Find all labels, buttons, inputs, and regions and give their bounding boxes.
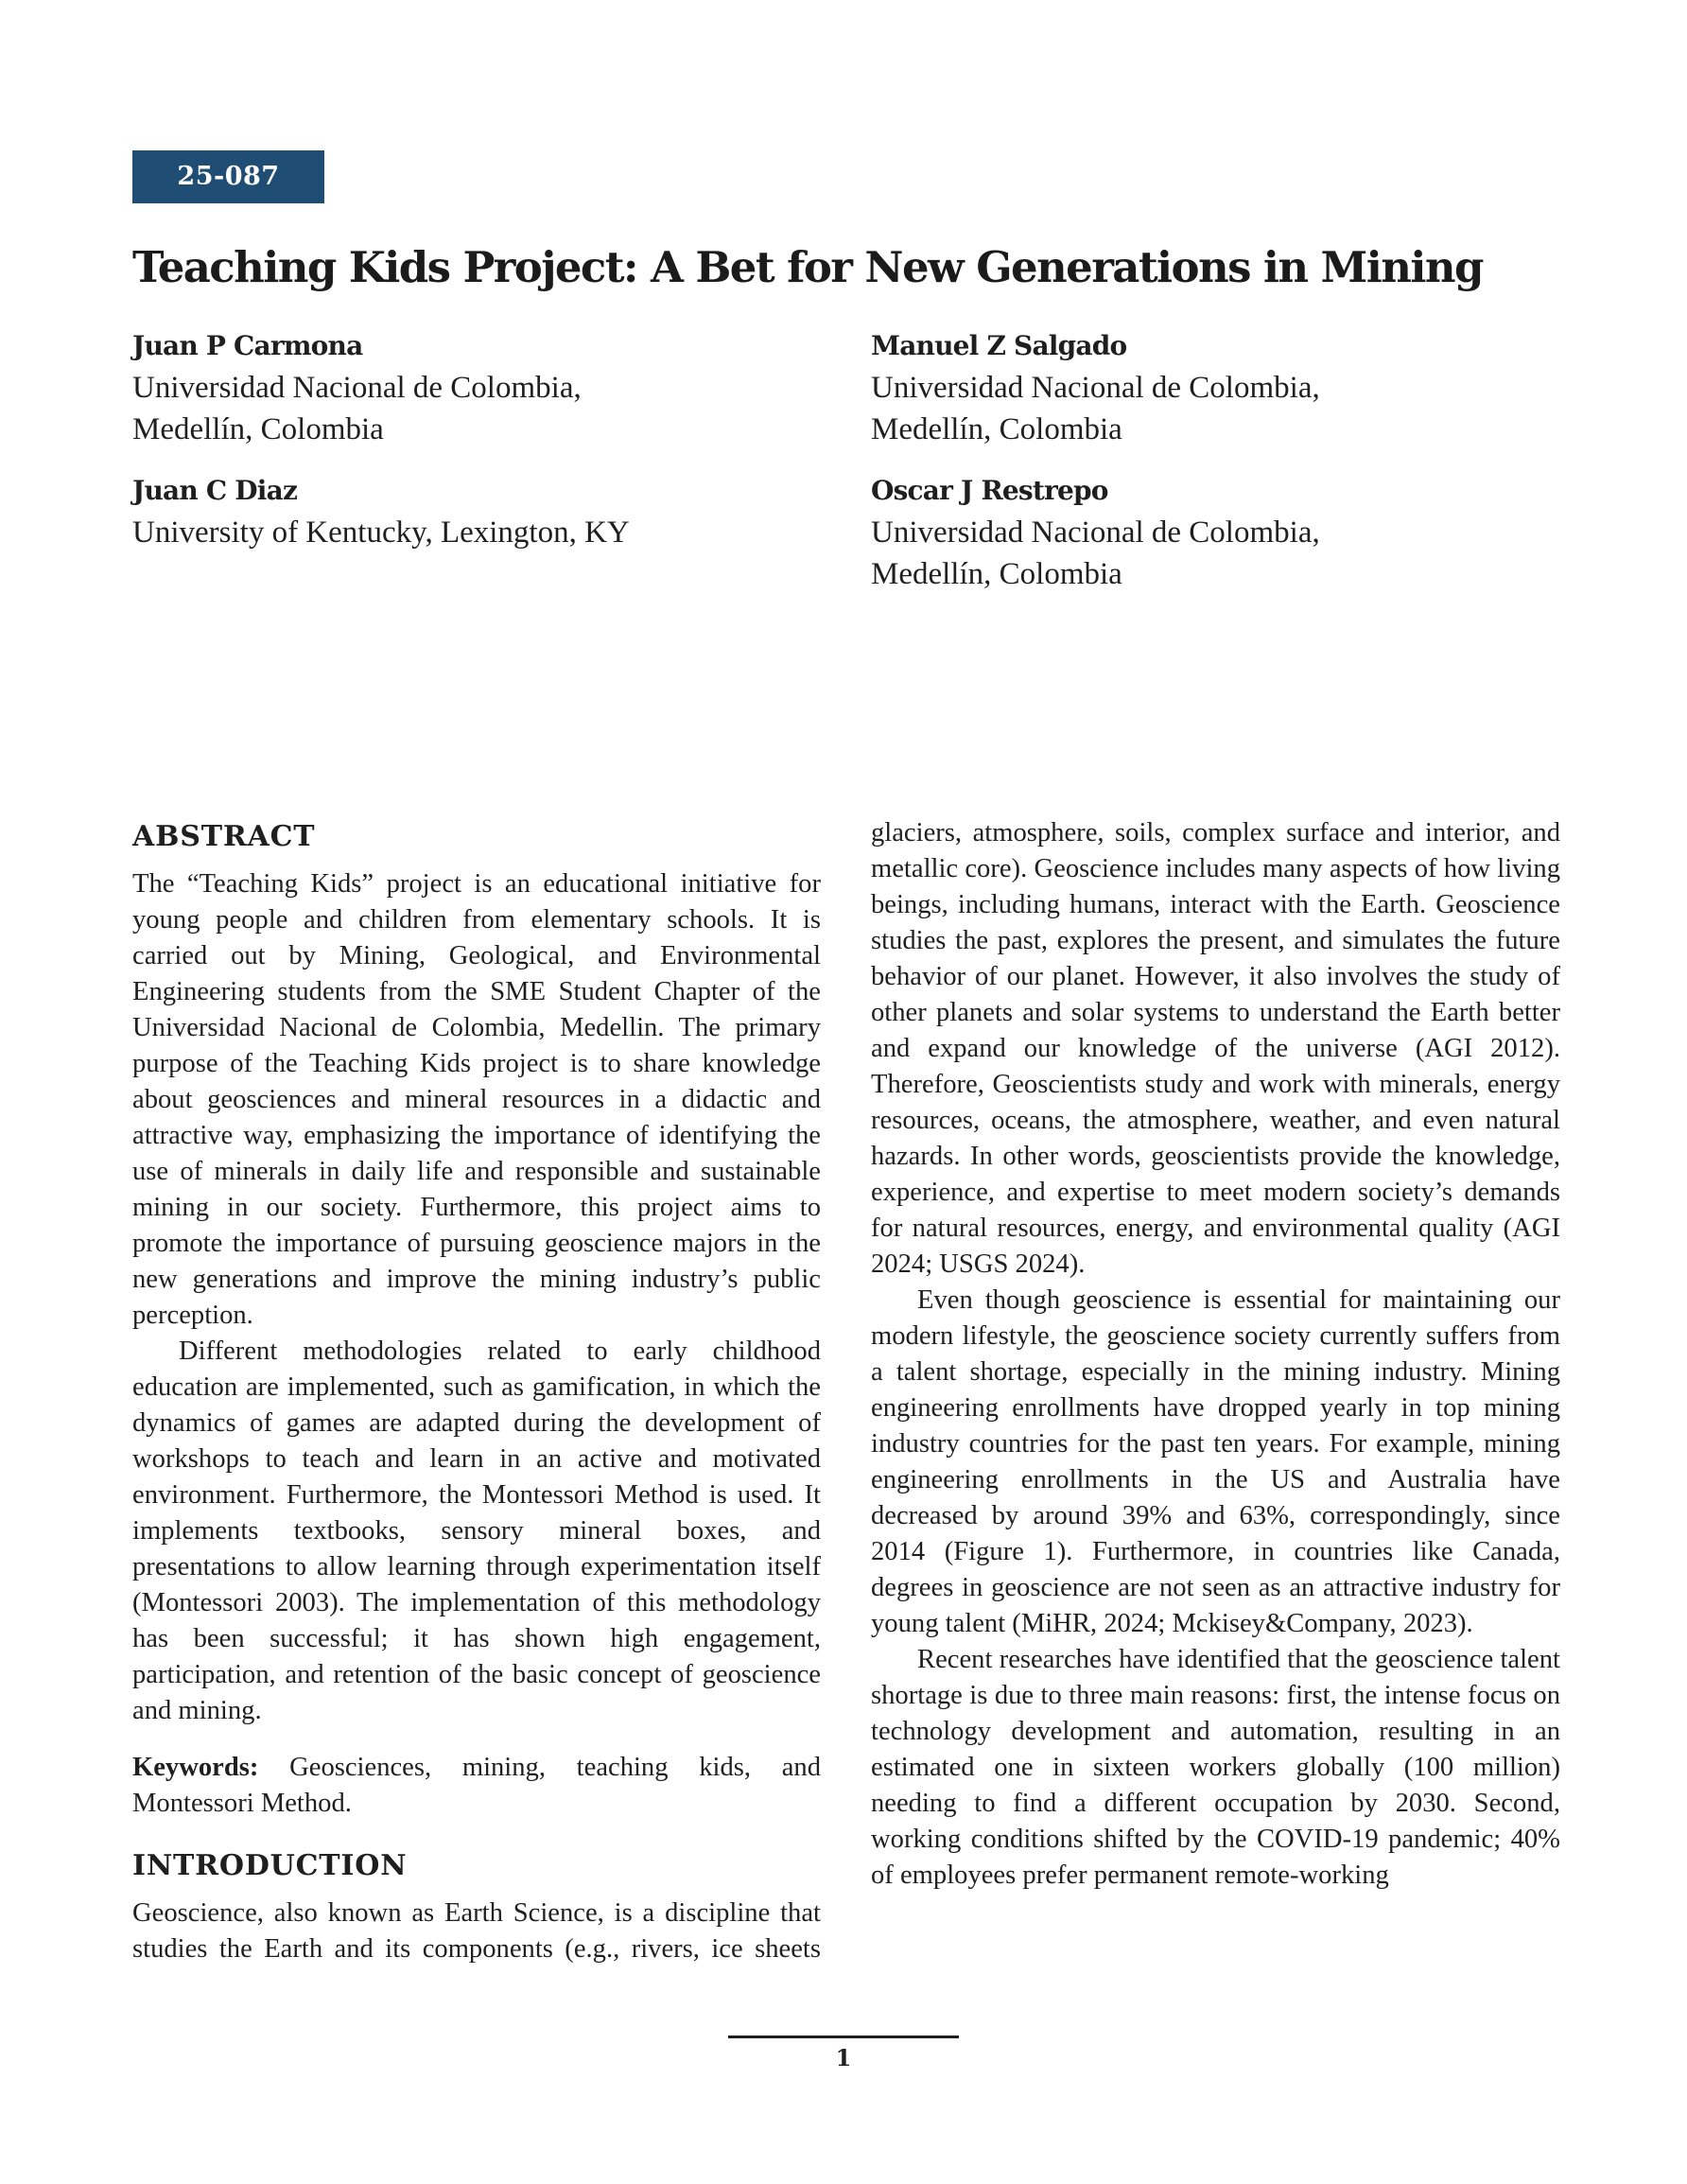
keywords	[132, 1750, 821, 1822]
author-name: Juan P Carmona	[132, 330, 363, 361]
paper-id-badge: 25-087	[132, 150, 324, 203]
author-affiliation: University of Kentucky, Lexington, KY	[132, 515, 630, 550]
introduction-heading: INTRODUCTION	[132, 1849, 408, 1882]
author-location: Medellín, Colombia	[871, 412, 1122, 446]
left-column	[132, 815, 821, 1967]
author-manuel-z-salgado	[871, 325, 1533, 450]
abstract-heading: ABSTRACT	[132, 820, 316, 853]
author-location: Medellín, Colombia	[871, 557, 1122, 591]
author-oscar-j-restrepo	[871, 470, 1533, 595]
abstract-paragraph: The “Teaching Kids” project is an educational initiative for young people and children from elementary schools. It is carried out by Mining, Geological, and Environmental Engineering students from the SME Student Chapter of the Universidad Nacional de Colombia, Medellin. The primary purpose of the Teaching Kids project is to share knowledge about geosciences and mineral resources in a didactic and attractive way, emphasizing the importance of identifying the use of minerals in daily life and responsible and sustainable mining in our society. Furthermore, this project aims to promote the importance of pursuing geoscience majors in the new generations and improve the mining industry’s public perception.	[132, 869, 821, 1330]
abstract-paragraph: Different methodologies related to early childhood education are implemented, such as gamification, in which the dynamics of games are adapted during the development of workshops to teach and learn in an active and motivated environment. Furthermore, the Montessori Method is used. It implements textbooks, sensory mineral boxes, and presentations to allow learning through experimentation itself (Montessori 2003). The implementation of this methodology has been successful; it has shown high engagement, participation, and retention of the basic concept of geoscience and mining.	[132, 1337, 821, 1725]
author-affiliation: Universidad Nacional de Colombia,	[871, 371, 1320, 405]
author-name: Oscar J Restrepo	[871, 475, 1108, 506]
introduction-paragraph-continuation: glaciers, atmosphere, soils, complex surface and interior, and metallic core). Geoscience includes many aspects of how living beings, including humans, interact with the Earth. Geoscience studies the past, explores the present, and simulates the future behavior of our planet. However, it also involves the study of other planets and solar systems to understand the Earth better and expand our knowledge of the universe (AGI 2012). Therefore, Geoscientists study and work with minerals, energy resources, oceans, the atmosphere, weather, and even natural hazards. In other words, geoscientists provide the knowledge, experience, and expertise to meet modern society’s demands for natural resources, energy, and environmental quality (AGI 2024; USGS 2024).	[871, 818, 1560, 1279]
author-location: Medellín, Colombia	[132, 412, 384, 446]
paper-title: Teaching Kids Project: A Bet for New Generations in Mining	[132, 242, 1483, 292]
author-affiliation: Universidad Nacional de Colombia,	[871, 515, 1320, 550]
keywords-label: Keywords:	[132, 1753, 259, 1782]
author-affiliation: Universidad Nacional de Colombia,	[132, 371, 582, 405]
introduction-paragraph-continued	[871, 815, 1560, 1283]
introduction-paragraph: Geoscience, also known as Earth Science, is a discipline that studies the Earth and its components (e.g., rivers, ice sheets	[132, 1898, 821, 1964]
right-column	[871, 815, 1560, 1894]
footer-rule	[728, 2035, 959, 2038]
author-juan-c-diaz	[132, 470, 794, 553]
keywords-text: Geosciences, mining, teaching kids, and Montessori Method.	[132, 1753, 821, 1818]
author-name: Juan C Diaz	[132, 475, 298, 506]
page-number: 1	[835, 2044, 852, 2071]
author-name: Manuel Z Salgado	[871, 330, 1127, 361]
author-juan-p-carmona	[132, 325, 794, 450]
introduction-paragraph: Recent researches have identified that the geoscience talent shortage is due to three main reasons: first, the intense focus on technology development and automation, resulting in an estimated one in sixteen workers globally (100 million) needing to find a different occupation by 2030. Second, working conditions shifted by the COVID-19 pandemic; 40% of employees prefer permanent remote-working	[871, 1645, 1560, 1890]
introduction-paragraph: Even though geoscience is essential for maintaining our modern lifestyle, the geoscience society currently suffers from a talent shortage, especially in the mining industry. Mining engineering enrollments have dropped yearly in top mining industry countries for the past ten years. For example, mining engineering enrollments in the US and Australia have decreased by around 39% and 63%, correspondingly, since 2014 (Figure 1). Furthermore, in countries like Canada, degrees in geoscience are not seen as an attractive industry for young talent (MiHR, 2024; Mckisey&Company, 2023).	[871, 1285, 1560, 1638]
